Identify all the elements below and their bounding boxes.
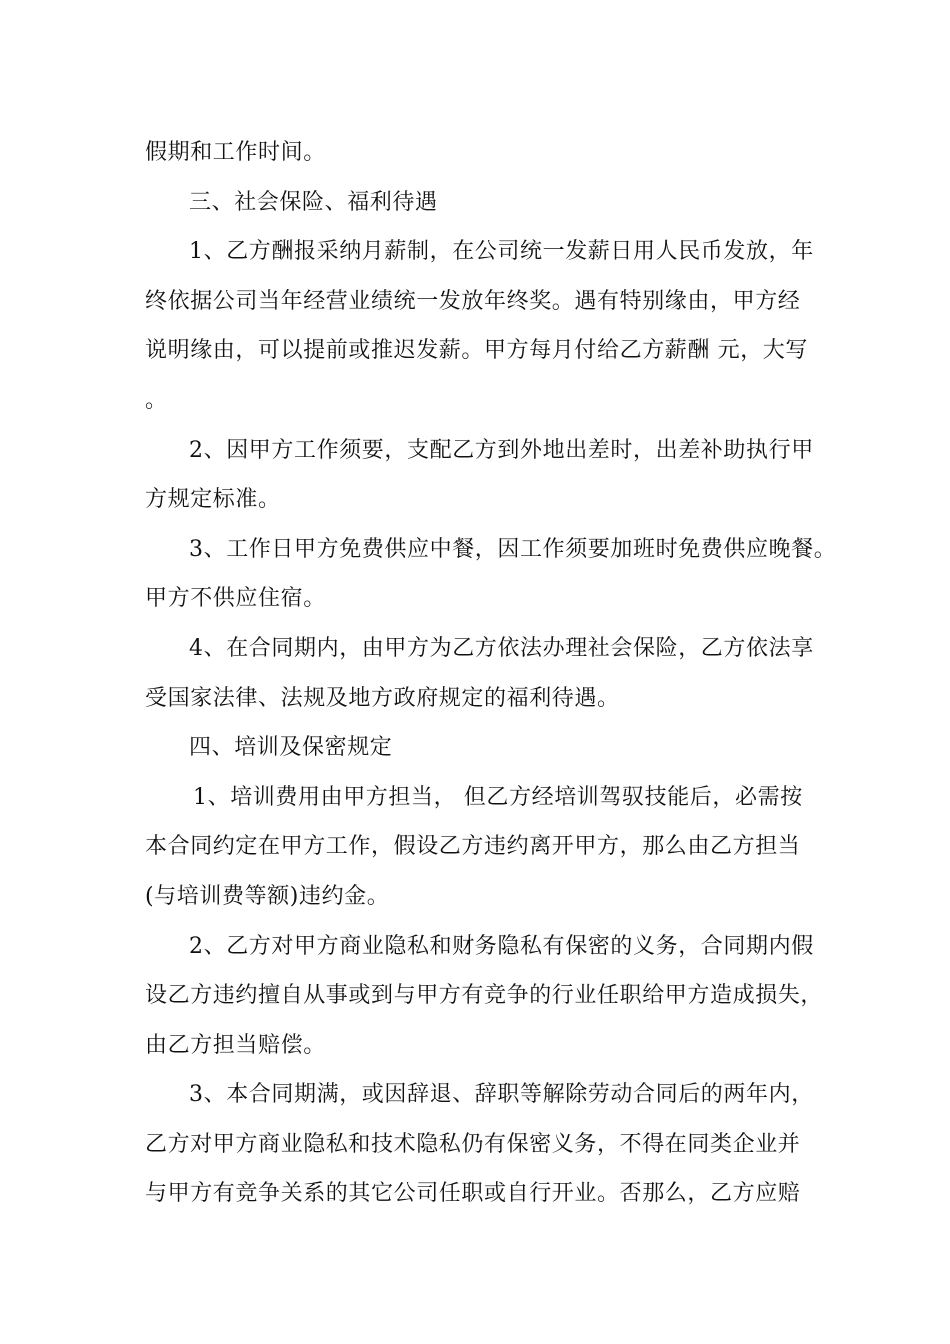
paragraph-first-line: 2、因甲方工作须要，支配乙方到外地出差时，出差补助执行甲 [189,437,814,463]
paragraph-first-line: 1、培训费用由甲方担当， 但乙方经培训驾驭技能后，必需按 [193,784,803,810]
section-heading: 三、社会保险、福利待遇 [189,189,438,215]
body-line: 本合同约定在甲方工作，假设乙方违约离开甲方，那么由乙方担当 [145,834,801,860]
section-heading: 四、培训及保密规定 [189,735,393,761]
paragraph-first-line: 2、乙方对甲方商业隐私和财务隐私有保密的义务，合同期内假 [189,933,814,959]
body-line: 由乙方担当赔偿。 [145,1032,326,1058]
body-line: 乙方对甲方商业隐私和技术隐私仍有保密义务，不得在同类企业并 [145,1131,801,1157]
body-line: 说明缘由，可以提前或推迟发薪。甲方每月付给乙方薪酬 元，大写 [145,338,808,364]
body-line: 与甲方有竞争关系的其它公司任职或自行开业。否那么，乙方应赔 [145,1181,801,1207]
body-line: 甲方不供应住宿。 [145,586,326,612]
body-line: (与培训费等额)违约金。 [145,883,390,909]
body-line: 终依据公司当年经营业绩统一发放年终奖。遇有特别缘由，甲方经 [145,288,801,314]
document-body [145,128,837,1219]
paragraph-first-line: 1、乙方酬报采纳月薪制，在公司统一发薪日用人民币发放，年 [189,239,814,265]
body-line: 设乙方违约擅自从事或到与甲方有竞争的行业任职给甲方造成损失， [145,983,824,1009]
body-line: 方规定标准。 [145,487,281,513]
body-line: 假期和工作时间。 [145,140,326,165]
paragraph-first-line: 3、本合同期满，或因辞退、辞职等解除劳动合同后的两年内， [189,1082,814,1108]
paragraph-first-line: 4、在合同期内，由甲方为乙方依法办理社会保险，乙方依法享 [189,635,814,661]
body-line: 受国家法律、法规及地方政府规定的福利待遇。 [145,685,620,711]
paragraph-first-line: 3、工作日甲方免费供应中餐，因工作须要加班时免费供应晚餐。 [189,536,837,562]
body-line: 。 [145,387,168,413]
